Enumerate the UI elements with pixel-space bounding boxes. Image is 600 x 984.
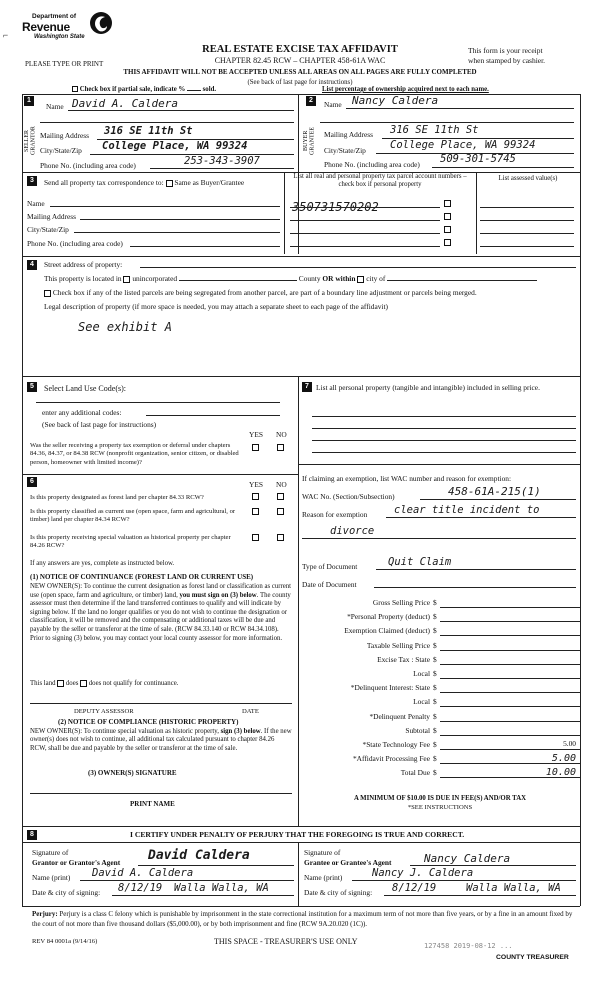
s6-q3: Is this property receiving special valuation as historical property per chapter 84.26 RCW? xyxy=(30,534,231,550)
fee-label: *Delinquent Interest: State xyxy=(350,683,430,693)
dollar-sign: $ xyxy=(433,754,437,764)
corner-mark: ⌐ xyxy=(3,30,9,40)
s4-street-label: Street address of property: xyxy=(44,260,123,269)
county-treasurer-label: COUNTY TREASURER xyxy=(496,954,569,961)
s1-name-value[interactable]: David A. Caldera xyxy=(72,97,178,110)
personal-property-checkbox[interactable] xyxy=(444,239,451,246)
dollar-sign: $ xyxy=(433,725,437,735)
does-not-checkbox[interactable] xyxy=(80,680,87,687)
logo-dept-line1: Department of xyxy=(32,13,77,20)
fee-label: Total Due xyxy=(400,768,430,778)
perjury-text: Perjury is a class C felony which is punishable by imprisonment in the state correctional institution for a maximum term of not more than five years, or by a fine in an amount fixed by the court of not more than five thousand dollars ($5,000.00), or by both imprisonment and fine (RCW 9A.20.020 (1C)). xyxy=(32,910,573,928)
section-7-badge: 7 xyxy=(302,382,312,392)
continuance-row xyxy=(30,680,178,687)
grantor-name-value[interactable]: David A. Caldera xyxy=(92,867,194,879)
s7-list-label: List all personal property (tangible and intangible) included in selling price. xyxy=(316,383,540,392)
s3-send-label: Send all property tax correspondence to: xyxy=(44,178,164,187)
section-4-badge: 4 xyxy=(27,260,37,270)
receipt-line2: when stamped by cashier. xyxy=(468,56,546,65)
minimum-note: A MINIMUM OF $10.00 IS DUE IN FEE(S) AND/OR TAX xyxy=(353,795,527,802)
s6-q3-yes-checkbox[interactable] xyxy=(252,534,259,541)
fee-label: Gross Selling Price xyxy=(372,598,430,607)
assessed-header: List assessed value(s) xyxy=(498,175,558,182)
s4-county-label: County xyxy=(298,274,321,283)
sold-label: sold. xyxy=(202,86,217,93)
grantor-signature[interactable]: David Caldera xyxy=(148,848,250,863)
s3-same-label: Same as Buyer/Grantee xyxy=(174,178,245,187)
notice2-title: (2) NOTICE OF COMPLIANCE (HISTORIC PROPERTY) xyxy=(58,718,239,726)
fee-label: Exemption Claimed (deduct) xyxy=(344,626,430,636)
s1-mailing-value[interactable]: 316 SE 11th St xyxy=(104,125,193,137)
form-warning: THIS AFFIDAVIT WILL NOT BE ACCEPTED UNLESS ALL AREAS ON ALL PAGES ARE FULLY COMPLETED xyxy=(123,68,477,76)
doc-type-label: Type of Document xyxy=(302,562,358,571)
receipt-line1: This form is your receipt xyxy=(468,46,543,55)
s4-located-row xyxy=(44,274,537,283)
dollar-sign: $ xyxy=(433,612,437,622)
fee-row xyxy=(300,697,590,709)
does-not-label: does not qualify for continuance. xyxy=(88,680,179,688)
grantor-agent-label: Grantor or Grantor's Agent xyxy=(32,858,121,867)
notice2-body xyxy=(30,728,292,753)
fee-label: Local xyxy=(413,669,430,678)
does-checkbox[interactable] xyxy=(57,680,64,687)
notice1-body xyxy=(30,583,292,643)
notice1-bold: you must sign on (3) below xyxy=(179,591,257,599)
fee-row xyxy=(300,726,590,738)
s1-name-label: Name xyxy=(46,102,64,111)
s6-yes: YES xyxy=(249,480,263,489)
dollar-sign: $ xyxy=(433,598,437,607)
s3-send-row xyxy=(44,178,244,187)
s2-name-value[interactable]: Nancy Caldera xyxy=(352,94,439,107)
personal-property-checkbox[interactable] xyxy=(444,200,451,207)
section-3-badge: 3 xyxy=(27,176,37,186)
dollar-sign: $ xyxy=(433,640,437,650)
grantee-date-value[interactable]: 8/12/19 xyxy=(392,882,437,894)
form-chapters: CHAPTER 82.45 RCW – CHAPTER 458-61A WAC xyxy=(214,56,386,65)
fee-value[interactable]: 5.00 xyxy=(563,739,576,748)
dollar-sign: $ xyxy=(433,683,437,693)
wac-label: WAC No. (Section/Subsection) xyxy=(302,492,395,501)
s5-select-label: Select Land Use Code(s): xyxy=(44,384,126,393)
s1-phone-label: Phone No. (including area code) xyxy=(40,161,136,170)
section-2-badge: 2 xyxy=(306,96,316,106)
fee-row xyxy=(300,598,590,610)
s2-phone-label: Phone No. (including area code) xyxy=(324,160,420,169)
perjury-label: Perjury: xyxy=(32,910,58,918)
s4-legal-label: Legal description of property (if more space is needed, you may attach a separate sheet to each page of the affidavit) xyxy=(44,302,388,311)
grantor-city-value[interactable]: Walla Walla, WA xyxy=(174,882,269,894)
s1-phone-value[interactable]: 253-343-3907 xyxy=(184,155,260,167)
fee-row xyxy=(300,712,590,724)
grantee-sig-of: Signature of xyxy=(304,848,341,857)
form-title: REAL ESTATE EXCISE TAX AFFIDAVIT xyxy=(202,44,398,55)
s6-q1-no-checkbox[interactable] xyxy=(277,493,284,500)
s5-no: NO xyxy=(276,430,287,439)
grantee-signature[interactable]: Nancy Caldera xyxy=(424,852,511,865)
s5-no-checkbox[interactable] xyxy=(277,444,284,451)
s6-q1-yes-checkbox[interactable] xyxy=(252,493,259,500)
s1-city-label: City/State/Zip xyxy=(40,146,82,155)
fee-row xyxy=(300,669,590,681)
s3-mailing-label: Mailing Address xyxy=(27,212,77,221)
s3-phone-label: Phone No. (including area code) xyxy=(27,239,123,248)
reason-value-2[interactable]: divorce xyxy=(330,525,375,537)
s6-q3-no-checkbox[interactable] xyxy=(277,534,284,541)
grantee-date-label: Date & city of signing: xyxy=(304,888,373,897)
grantor-sig-of: Signature of xyxy=(32,848,69,857)
rev-number: REV 84 0001a (9/14/16) xyxy=(32,938,98,945)
s6-q2: Is this property classified as current use (open space, farm and agricultural, or timber) land per chapter 84.34 RCW? xyxy=(30,508,236,524)
fee-row xyxy=(300,683,590,695)
fee-row xyxy=(300,754,590,766)
s2-phone-value[interactable]: 509-301-5745 xyxy=(440,153,516,165)
s5-yes-checkbox[interactable] xyxy=(252,444,259,451)
treasurer-use: THIS SPACE - TREASURER'S USE ONLY xyxy=(214,937,358,946)
owner-signature-label: (3) OWNER(S) SIGNATURE xyxy=(88,769,177,777)
treasurer-stamp: 127458 2019-08-12 ... xyxy=(424,942,513,950)
parcel-header: List all real and personal property tax parcel account numbers – check box if personal property xyxy=(293,173,467,188)
washington-swirl-icon xyxy=(88,10,114,36)
ownership-note: List percentage of ownership acquired next to each name. xyxy=(322,86,489,93)
s4-segregated-row xyxy=(44,288,576,297)
fee-row xyxy=(300,641,590,653)
deputy-assessor-label: DEPUTY ASSESSOR xyxy=(74,708,134,715)
dollar-sign: $ xyxy=(433,768,437,778)
fee-label: *Affidavit Processing Fee xyxy=(352,754,430,764)
s1-city-value[interactable]: College Place, WA 99324 xyxy=(102,140,248,152)
section-1-badge: 1 xyxy=(24,96,34,106)
wac-value[interactable]: 458-61A-215(1) xyxy=(448,485,541,498)
s7-claiming: If claiming an exemption, list WAC number and reason for exemption: xyxy=(302,474,512,483)
fee-value[interactable]: 10.00 xyxy=(545,767,576,779)
notice2-bold: sign (3) below xyxy=(220,728,261,735)
fee-value[interactable]: 5.00 xyxy=(551,753,576,765)
notice1-p1: NEW OWNER(S): To continue the current designation as forest land or classification as current use (open space, farm and agriculture, or timber) land, xyxy=(30,583,292,599)
notice1-title: (1) NOTICE OF CONTINUANCE (FOREST LAND OR CURRENT USE) xyxy=(30,573,254,581)
s4-segregated: Check box if any of the listed parcels are being segregated from another parcel, are part of a boundary line adjustment or parcels being merged. xyxy=(52,288,477,297)
notice1-p2: . The county assessor must then determine if the land transferred continues to qualify and will indicate by signing below. If the land no longer qualifies or you do not wish to continue the designation or classification, it will be removed and the compensating or additional taxes will be due and payable by the seller or transferor at the time of sale. (RCW 84.33.140 or RCW 84.34.108). Prior to signing (3) below, you may contact your local county assessor for more information. xyxy=(30,591,291,642)
date-label: DATE xyxy=(242,708,259,715)
s2-city-label: City/State/Zip xyxy=(324,146,366,155)
s4-city-of: city of xyxy=(366,274,386,283)
notice2-p1: NEW OWNER(S): To continue special valuation as historic property, xyxy=(30,728,219,735)
s2-name-label: Name xyxy=(324,100,342,109)
certify-statement: I CERTIFY UNDER PENALTY OF PERJURY THAT THE FOREGOING IS TRUE AND CORRECT. xyxy=(130,830,465,839)
reason-label: Reason for exemption xyxy=(302,510,368,519)
dollar-sign: $ xyxy=(433,711,437,721)
buyer-grantee-side-label: BUYER GRANTEE xyxy=(303,127,316,155)
grantee-agent-label: Grantee or Grantee's Agent xyxy=(304,858,392,867)
s6-q1: Is this property designated as forest land per chapter 84.33 RCW? xyxy=(30,494,204,501)
grantee-name-value[interactable]: Nancy J. Caldera xyxy=(372,867,474,879)
perjury-notice xyxy=(32,910,580,929)
partial-sale-label: Check box if partial sale, indicate % xyxy=(79,86,186,93)
doc-type-value[interactable]: Quit Claim xyxy=(388,556,452,568)
logo-dept-line2: Revenue xyxy=(22,20,70,34)
s6-if-yes: If any answers are yes, complete as instructed below. xyxy=(30,560,175,567)
this-land-label: This land xyxy=(30,680,56,688)
reason-value-1[interactable]: clear title incident to xyxy=(394,504,540,516)
s5-yes: YES xyxy=(249,430,263,439)
segregated-checkbox[interactable] xyxy=(44,290,51,297)
city-of-checkbox[interactable] xyxy=(357,276,364,283)
grantee-city-value[interactable]: Walla Walla, WA xyxy=(466,882,561,894)
partial-sale-row xyxy=(72,86,216,93)
grantor-date-value[interactable]: 8/12/19 xyxy=(118,882,163,894)
fee-label: Subtotal xyxy=(405,725,430,735)
fee-label: *Delinquent Penalty xyxy=(369,711,430,721)
s3-city-label: City/State/Zip xyxy=(27,225,69,234)
fee-row xyxy=(300,612,590,624)
print-name-label: PRINT NAME xyxy=(130,800,175,808)
dollar-sign: $ xyxy=(433,740,437,749)
fee-row xyxy=(300,626,590,638)
s6-q2-yes-checkbox[interactable] xyxy=(252,508,259,515)
dor-logo xyxy=(22,12,117,52)
s5-additional-label: enter any additional codes: xyxy=(42,408,122,417)
seller-grantor-side-label: SELLER GRANTOR xyxy=(24,126,37,156)
please-type-label: PLEASE TYPE OR PRINT xyxy=(25,60,104,68)
s6-q2-no-checkbox[interactable] xyxy=(277,508,284,515)
s4-located-label: This property is located in xyxy=(44,274,122,283)
notice2-p2: . If the new owner(s) does not wish to continue, all additional tax calculated pursuant to chapter 84.26 RCW, shall be due and payable by the seller or transferor at the time of sale. xyxy=(30,728,292,752)
s6-no: NO xyxy=(276,480,287,489)
s5-see-back: (See back of last page for instructions) xyxy=(42,420,157,429)
legal-description-value[interactable]: See exhibit A xyxy=(78,320,172,334)
fee-label: *State Technology Fee xyxy=(362,740,430,749)
fee-row xyxy=(300,655,590,667)
dollar-sign: $ xyxy=(433,626,437,636)
fee-row xyxy=(300,740,590,752)
partial-sale-checkbox[interactable] xyxy=(72,86,78,92)
doc-date-label: Date of Document xyxy=(302,580,357,589)
section-6-badge: 6 xyxy=(27,477,37,487)
form-see-back: (See back of last page for instructions) xyxy=(247,79,353,86)
fee-label: Taxable Selling Price xyxy=(366,640,430,650)
personal-property-checkbox[interactable] xyxy=(444,213,451,220)
does-label: does xyxy=(65,680,79,688)
grantor-name-label: Name (print) xyxy=(32,873,71,882)
grantee-name-label: Name (print) xyxy=(304,873,343,882)
same-as-buyer-checkbox[interactable] xyxy=(166,180,173,187)
s4-unincorporated: unincorporated xyxy=(132,274,178,283)
unincorporated-checkbox[interactable] xyxy=(123,276,130,283)
dollar-sign: $ xyxy=(433,697,437,707)
parcel-number-value[interactable]: 350731570202 xyxy=(292,200,379,214)
fee-row xyxy=(300,768,590,780)
section-8-badge: 8 xyxy=(27,830,37,840)
fee-label: Excise Tax : State xyxy=(377,654,430,664)
see-instructions: *SEE INSTRUCTIONS xyxy=(407,804,473,811)
s4-or-within: OR within xyxy=(322,274,356,283)
s1-mailing-label: Mailing Address xyxy=(40,131,90,140)
dollar-sign: $ xyxy=(433,654,437,664)
s2-mailing-value[interactable]: 316 SE 11th St xyxy=(390,124,479,136)
fee-label: Local xyxy=(413,697,430,707)
s2-mailing-label: Mailing Address xyxy=(324,130,374,139)
s3-name-label: Name xyxy=(27,199,45,208)
grantor-date-label: Date & city of signing: xyxy=(32,888,101,897)
s2-city-value[interactable]: College Place, WA 99324 xyxy=(390,139,536,151)
personal-property-checkbox[interactable] xyxy=(444,226,451,233)
s5-exemption-question: Was the seller receiving a property tax exemption or deferral under chapters 84.36, 84.37, or 84.38 RCW (nonprofit organization, senior citizen, or disabled person, homeowner with limited income)? xyxy=(30,442,239,466)
dollar-sign: $ xyxy=(433,669,437,678)
logo-dept-line3: Washington State xyxy=(34,34,85,40)
section-5-badge: 5 xyxy=(27,382,37,392)
fee-label: *Personal Property (deduct) xyxy=(347,612,430,622)
